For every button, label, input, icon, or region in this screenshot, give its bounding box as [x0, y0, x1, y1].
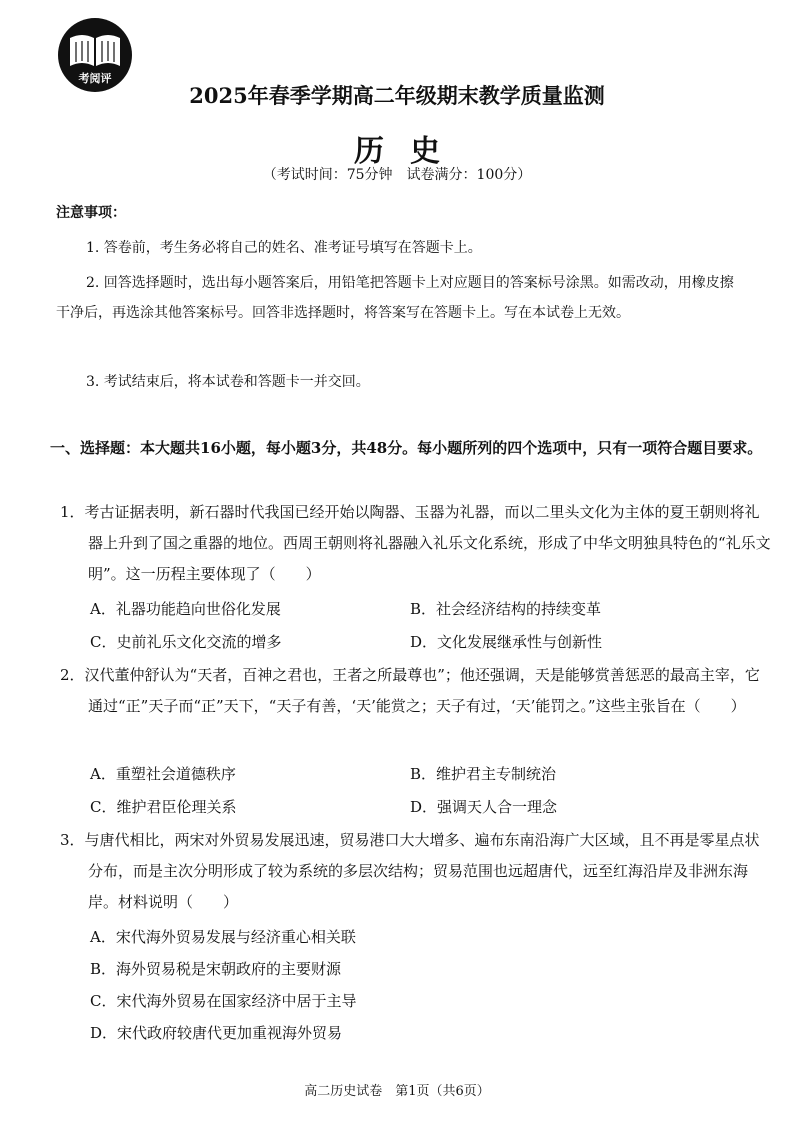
question-3-option-c: C．宋代海外贸易在国家经济中居于主导	[90, 992, 357, 1010]
question-3-stem: 3．与唐代相比，两宋对外贸易发展迅速，贸易港口大大增多、遍布东南沿海广大区域，且不再是零星点状分布，而是主次分明形成了较为系统的多层次结构；贸易范围也远超唐代，远至红海沿岸及非洲东海岸。材料说明（ ）	[60, 831, 760, 911]
notice-item-3: 3. 考试结束后，将本试卷和答题卡一并交回。	[86, 374, 370, 390]
notice-item-2: 2. 回答选择题时，选出每小题答案后，用铅笔把答题卡上对应题目的答案标号涂黑。如需改动，用橡皮擦干净后，再选涂其他答案标号。回答非选择题时，将答案写在答题卡上。写在本试卷上无效。	[56, 275, 734, 321]
logo-text: 考阅评	[78, 72, 112, 85]
page-footer: 高二历史试卷 第1页（共6页）	[304, 1084, 490, 1099]
question-3-option-a: A．宋代海外贸易发展与经济重心相关联	[90, 928, 356, 946]
question-2-option-c: C．维护君臣伦理关系	[90, 798, 237, 816]
exam-info: （考试时间：75分钟 试卷满分：100分）	[262, 167, 532, 183]
question-1-stem: 1．考古证据表明，新石器时代我国已经开始以陶器、玉器为礼器，而以二里头文化为主体的夏王朝则将礼器上升到了国之重器的地位。西周王朝则将礼器融入礼乐文化系统，形成了中华文明独具特色的“礼乐文明”。这一历程主要体现了（ ）	[60, 503, 771, 583]
question-3-option-d: D．宋代政府较唐代更加重视海外贸易	[90, 1024, 343, 1042]
notice-heading: 注意事项：	[56, 205, 126, 221]
question-1-option-a: A．礼器功能趋向世俗化发展	[90, 600, 281, 618]
question-1-option-b: B．社会经济结构的持续变革	[410, 600, 602, 618]
question-1-option-c: C．史前礼乐文化交流的增多	[90, 633, 282, 651]
question-2-option-b: B．维护君主专制统治	[410, 765, 557, 783]
question-3-option-b: B．海外贸易税是宋朝政府的主要财源	[90, 960, 342, 978]
question-1-option-d: D．文化发展继承性与创新性	[410, 633, 603, 651]
section-heading: 一、选择题：本大题共16小题，每小题3分，共48分。每小题所列的四个选项中，只有一项符合题目要求。	[50, 439, 763, 457]
question-2-option-d: D．强调天人合一理念	[410, 798, 558, 816]
question-2-stem: 2．汉代董仲舒认为“天者，百神之君也，王者之所最尊也”；他还强调，天是能够赏善惩恶的最高主宰，它通过“正”天子而“正”天下，“天子有善，‘天’能赏之；天子有过，‘天’能罚之。”这些主张旨在（ ）	[60, 666, 760, 715]
exam-title: 2025年春季学期高二年级期末教学质量监测	[189, 83, 605, 108]
subject-title: 历史	[354, 134, 466, 169]
question-2-option-a: A．重塑社会道德秩序	[90, 765, 236, 783]
notice-item-1: 1. 答卷前，考生务必将自己的姓名、准考证号填写在答题卡上。	[86, 240, 482, 256]
